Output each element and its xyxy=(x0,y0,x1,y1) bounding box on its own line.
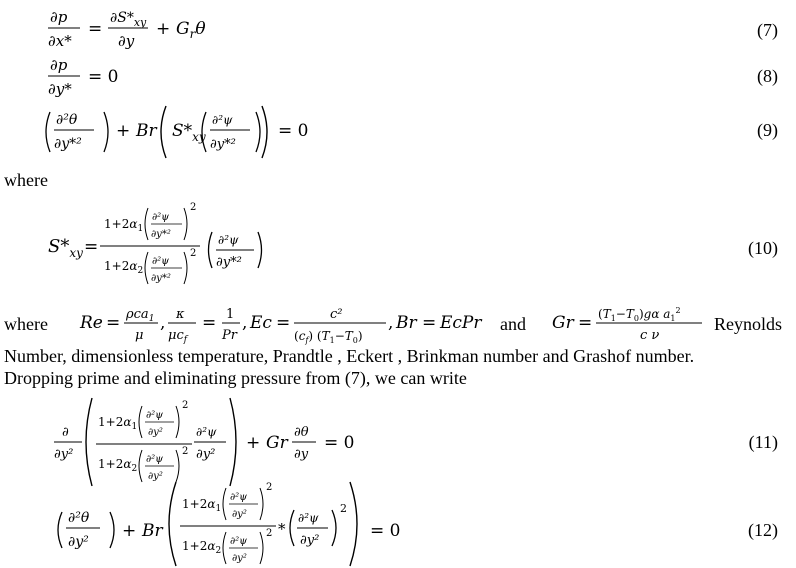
equation-7 xyxy=(0,6,796,56)
svg-text:∂p: ∂p xyxy=(50,56,68,74)
svg-text:S*xy: $S*_{xy}$ xyxy=(48,236,83,260)
svg-text:∂S*xy: $\partial S*_{xy}$ xyxy=(110,10,147,29)
svg-text:,: , xyxy=(242,313,248,333)
svg-text:∂y²: ∂y² xyxy=(300,533,320,548)
svg-text:(T1−T0)gα a12: $(T_1-T_0)g\alpha$ $a_1^2$ xyxy=(598,306,681,323)
svg-text:+: + xyxy=(122,521,137,541)
equation-number: (11) xyxy=(748,432,778,452)
svg-text:2: 2 xyxy=(266,482,273,493)
svg-text:∂²ψ: ∂²ψ xyxy=(152,212,170,223)
reynolds-text: Reynolds xyxy=(714,314,783,334)
svg-text:=: = xyxy=(106,313,121,333)
svg-text:2: 2 xyxy=(182,400,189,411)
svg-text:∂²ψ: ∂²ψ xyxy=(146,410,164,421)
svg-text:+: + xyxy=(246,433,261,453)
svg-text:Ec: Ec xyxy=(250,313,272,333)
equation-11-math xyxy=(0,394,796,490)
svg-text:c ν: c ν xyxy=(640,328,660,343)
equation-number: (12) xyxy=(748,520,778,540)
paragraph-where xyxy=(4,170,792,191)
svg-text:∂²ψ: ∂²ψ xyxy=(146,454,164,465)
definitions-math xyxy=(0,304,796,348)
svg-text:∂y: ∂y xyxy=(118,32,135,50)
svg-text:∂y*²: ∂y*² xyxy=(210,137,236,152)
svg-text:= 0: = 0 xyxy=(370,521,401,541)
equation-10-math xyxy=(0,198,796,296)
svg-text:∂y: ∂y xyxy=(294,447,309,462)
svg-text:∂x*: ∂x* xyxy=(48,32,72,50)
equation-10 xyxy=(0,198,796,296)
svg-text:∂y²: ∂y² xyxy=(232,553,247,564)
equation-8-math xyxy=(0,56,796,100)
equation-8 xyxy=(0,56,796,100)
svg-text:∂²ψ: ∂²ψ xyxy=(230,536,248,547)
svg-text:Gr: Gr xyxy=(266,433,288,453)
svg-text:Br: Br xyxy=(142,521,163,541)
svg-text:2: 2 xyxy=(340,502,347,515)
definitions-line xyxy=(0,304,796,344)
svg-text:∂²ψ: ∂²ψ xyxy=(230,492,248,503)
equation-number: (8) xyxy=(757,66,778,86)
svg-text:= 0: = 0 xyxy=(278,121,309,141)
svg-text:Gr: Gr xyxy=(552,313,574,333)
svg-text:∂y*²: ∂y*² xyxy=(151,273,171,284)
svg-text:,: , xyxy=(388,313,394,333)
svg-text:∂y²: ∂y² xyxy=(148,471,163,482)
svg-text:2: 2 xyxy=(190,202,197,213)
svg-text:1+2α1: $1+2\alpha_1$ xyxy=(98,415,138,432)
svg-text:κ: κ xyxy=(176,307,185,322)
svg-text:∂y²: ∂y² xyxy=(68,534,89,550)
svg-text:2: 2 xyxy=(266,528,273,539)
svg-text:2: 2 xyxy=(190,248,197,259)
svg-text:=: = xyxy=(202,313,217,333)
svg-text:∂²θ: ∂²θ xyxy=(56,112,78,128)
svg-text:Re: Re xyxy=(80,313,103,333)
svg-text:∂y²: ∂y² xyxy=(54,447,74,462)
where-text: where xyxy=(4,170,48,190)
svg-text:μ: μ xyxy=(135,328,144,343)
svg-text:∂y*²: ∂y*² xyxy=(216,255,242,270)
svg-text:+: + xyxy=(156,19,171,39)
svg-text:∂²ψ: ∂²ψ xyxy=(212,113,233,127)
svg-text:=: = xyxy=(578,313,593,333)
svg-text:c²: c² xyxy=(330,307,343,322)
svg-text:∂y²: ∂y² xyxy=(196,447,216,462)
svg-text:∂²ψ: ∂²ψ xyxy=(218,233,239,247)
svg-text:=: = xyxy=(88,19,103,39)
svg-text:=: = xyxy=(84,237,99,257)
where-text-2: where xyxy=(4,314,48,334)
svg-text:Br: Br xyxy=(136,121,157,141)
svg-text:∂: ∂ xyxy=(62,425,69,440)
svg-text:∂y*²: ∂y*² xyxy=(54,136,82,152)
equation-11 xyxy=(0,394,796,490)
svg-text:1+2α1: $1+2\alpha_1$ xyxy=(104,217,144,234)
svg-text:1+2α2: $1+2\alpha_2$ xyxy=(98,457,138,474)
svg-text:(cf) (T1−T0): $(c_f)$ $(T_1-T_0)$ xyxy=(294,329,363,345)
svg-text:S*xy: $S*_{xy}$ xyxy=(172,121,206,144)
svg-text:=: = xyxy=(276,313,291,333)
equation-9 xyxy=(0,104,796,160)
svg-text:,: , xyxy=(160,313,166,333)
svg-text:2: 2 xyxy=(182,446,189,457)
svg-text:∂y²: ∂y² xyxy=(148,427,163,438)
svg-text:1+2α2: $1+2\alpha_2$ xyxy=(182,539,222,556)
svg-text:1+2α1: $1+2\alpha_1$ xyxy=(182,497,222,514)
equation-12 xyxy=(0,478,796,568)
and-text: and xyxy=(500,314,526,334)
equation-9-math xyxy=(0,104,796,160)
svg-text:1: 1 xyxy=(226,307,235,322)
equation-7-math xyxy=(0,6,796,56)
svg-text:∂y²: ∂y² xyxy=(232,509,247,520)
svg-text:∂²θ: ∂²θ xyxy=(68,510,90,526)
svg-text:1+2α2: $1+2\alpha_2$ xyxy=(104,259,144,276)
svg-text:∂²ψ: ∂²ψ xyxy=(152,256,170,267)
equation-number: (9) xyxy=(757,120,778,140)
equation-number: (7) xyxy=(757,20,778,40)
svg-text:∂y*²: ∂y*² xyxy=(151,229,171,240)
svg-text:Br: Br xyxy=(396,313,417,333)
equation-number: (10) xyxy=(748,238,778,258)
svg-text:∂²ψ: ∂²ψ xyxy=(298,511,319,525)
svg-text:∂p: ∂p xyxy=(50,8,68,26)
svg-text:+: + xyxy=(116,121,131,141)
svg-text:= 0: = 0 xyxy=(324,433,355,453)
svg-text:ρca1: ρca$_1$ xyxy=(126,307,155,324)
svg-text:Pr: Pr xyxy=(222,328,237,343)
svg-text:*: * xyxy=(278,520,286,538)
svg-text:EcPr: EcPr xyxy=(440,313,482,333)
svg-text:= 0: = 0 xyxy=(88,67,119,87)
paragraph-line-2: Number, dimensionless temperature, Prandtle , Eckert , Brinkman number and Grashof number. xyxy=(4,346,695,366)
svg-text:∂²ψ: ∂²ψ xyxy=(196,425,217,439)
svg-text:∂θ: ∂θ xyxy=(294,425,309,440)
svg-text:Grθ: $G_r\theta$ xyxy=(176,19,206,41)
equation-12-math xyxy=(0,478,796,568)
svg-text:μcf: $\mu c_f$ xyxy=(168,328,188,345)
svg-text:=: = xyxy=(422,313,437,333)
paragraph-line-3: Dropping prime and eliminating pressure from (7), we can write xyxy=(4,368,467,388)
svg-text:∂y*: ∂y* xyxy=(48,80,72,98)
